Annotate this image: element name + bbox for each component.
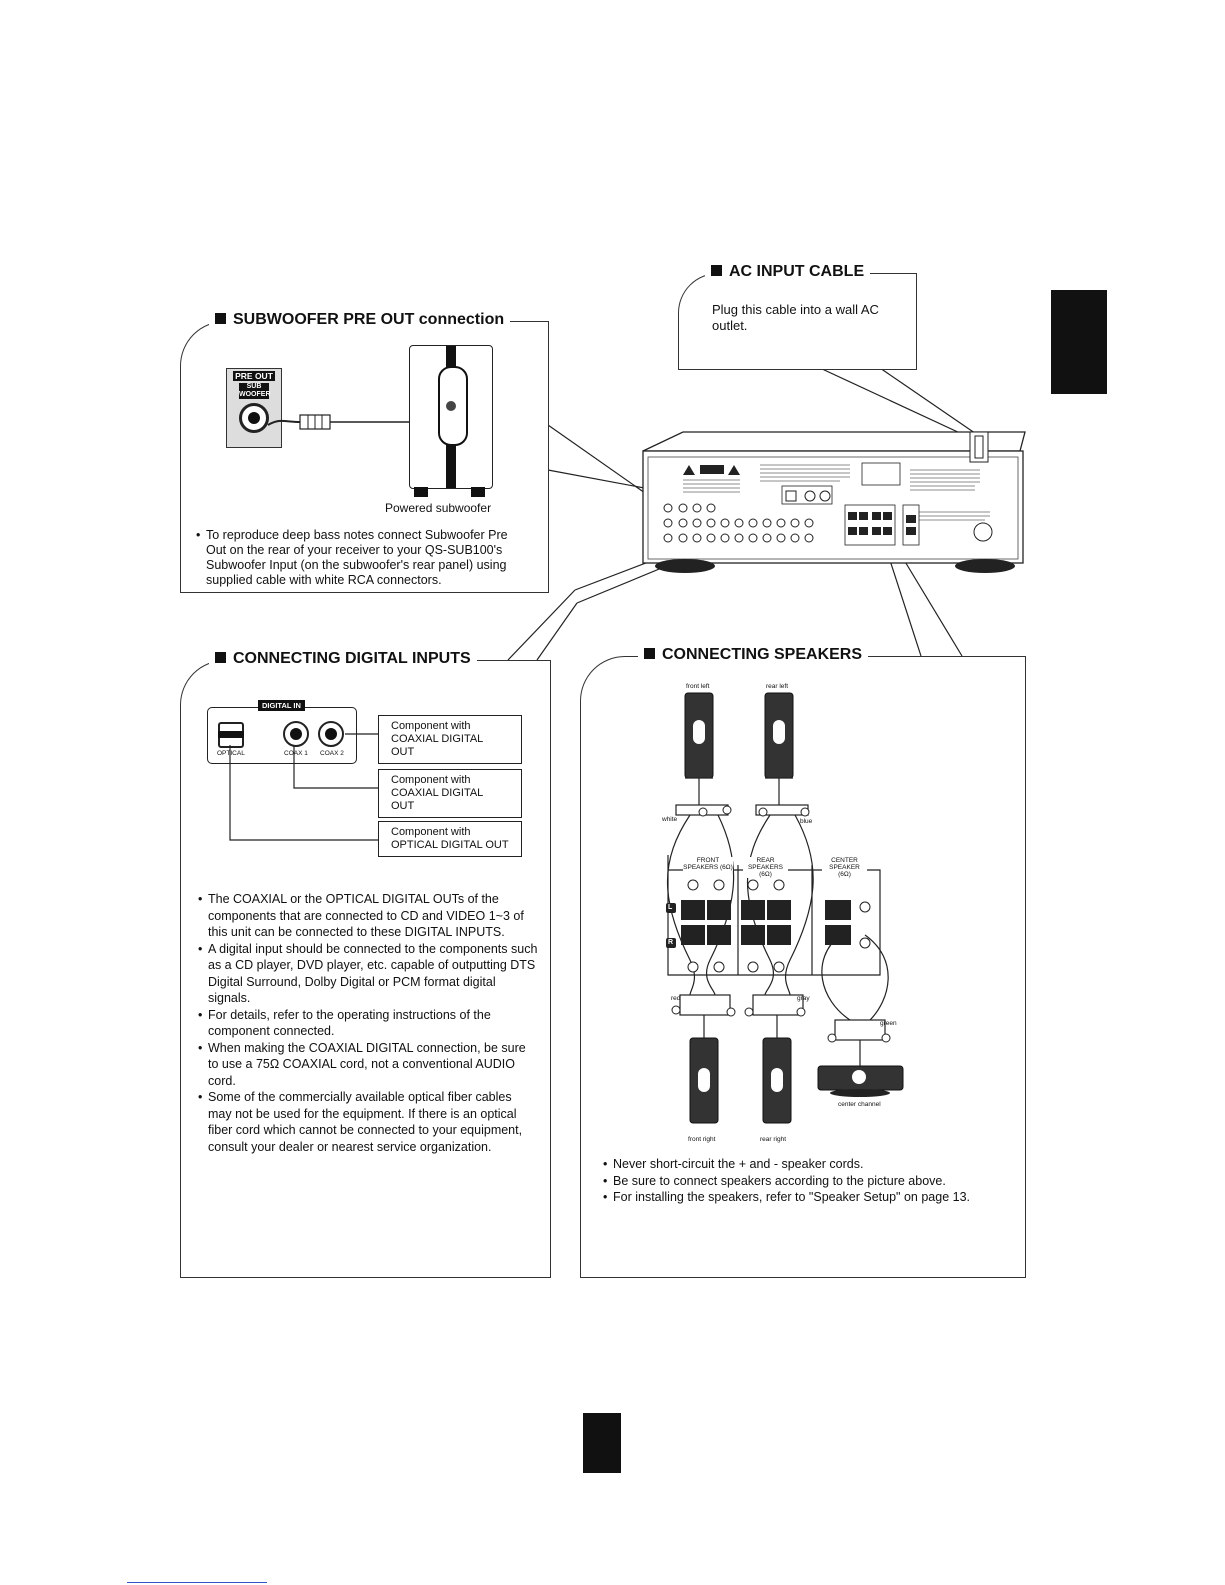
- group-rear-speakers: REAR SPEAKERS (6Ω): [743, 857, 788, 878]
- label-rear-left: rear left: [766, 683, 789, 690]
- digital-note: • When making the COAXIAL DIGITAL connection, be sure to use a 75Ω COAXIAL cord, not a conventional AUDIO cord.: [198, 1040, 538, 1090]
- jack-label-coax1: COAX 1: [284, 750, 308, 757]
- component-line2: COAXIAL DIGITAL OUT: [391, 733, 483, 758]
- label-white: white: [662, 816, 678, 823]
- component-line2: OPTICAL DIGITAL OUT: [391, 839, 509, 851]
- group-front-speakers: FRONT SPEAKERS (6Ω): [683, 857, 733, 871]
- speaker-notes: [603, 1156, 1008, 1206]
- digital-inputs-title-text: CONNECTING DIGITAL INPUTS: [233, 650, 471, 667]
- label-red: red: [671, 995, 681, 1002]
- channel-r-label: R: [668, 939, 674, 946]
- channel-l-label: L: [668, 904, 673, 911]
- label-green: green: [880, 1020, 897, 1027]
- component-line2: COAXIAL DIGITAL OUT: [391, 787, 483, 812]
- bottom-link-line: [127, 1582, 267, 1583]
- digital-note: • A digital input should be connected to the components such as a CD player, DVD player, etc. capable of outputting DTS Digital Surround, Dolby Digital or PCM format digital signals.: [198, 941, 538, 1007]
- label-center-channel: center channel: [838, 1101, 881, 1108]
- subwoofer-title-text: SUBWOOFER PRE OUT connection: [233, 311, 505, 328]
- digital-note: • For details, refer to the operating instructions of the component connected.: [198, 1007, 538, 1040]
- label-front-left: front left: [686, 683, 710, 690]
- digital-note: • Some of the commercially available optical fiber cables may not be used for the equipment. If there is an optical fiber cord which cannot be connected to your equipment, consult your dealer or nearest service organization.: [198, 1089, 538, 1155]
- speakers-title-text: CONNECTING SPEAKERS: [662, 646, 863, 663]
- label-blue: blue: [800, 818, 813, 825]
- group-center-speaker: CENTER SPEAKER (6Ω): [822, 857, 867, 878]
- ac-input-text: Plug this cable into a wall AC outlet.: [712, 302, 879, 333]
- label-front-right: front right: [688, 1136, 716, 1143]
- jack-label-optical: OPTICAL: [217, 750, 245, 757]
- speaker-note: • Never short-circuit the + and - speaker cords.: [603, 1156, 1008, 1173]
- sub-woofer-label: SUB WOOFER: [239, 383, 271, 398]
- component-line1: Component with: [391, 774, 471, 786]
- jack-label-coax2: COAX 2: [320, 750, 344, 757]
- speaker-note: • Be sure to connect speakers according to the picture above.: [603, 1173, 1008, 1190]
- pre-out-label: PRE OUT: [233, 371, 275, 381]
- label-rear-right: rear right: [760, 1136, 787, 1143]
- subwoofer-note: • To reproduce deep bass notes connect Subwoofer Pre Out on the rear of your receiver to your QS-SUB100's Subwoofer Input (on the subwoofer's rear panel) using supplied cable with white RCA connectors.: [196, 528, 531, 588]
- component-line1: Component with: [391, 720, 471, 732]
- label-gray: gray: [797, 995, 810, 1002]
- page-number-block: [583, 1413, 621, 1473]
- digital-note: • The COAXIAL or the OPTICAL DIGITAL OUTs of the components that are connected to CD and VIDEO 1~3 of this unit can be connected to these DIGITAL INPUTS.: [198, 891, 538, 941]
- ac-input-title-text: AC INPUT CABLE: [729, 263, 865, 280]
- speaker-note: • For installing the speakers, refer to "Speaker Setup" on page 13.: [603, 1189, 1008, 1206]
- powered-subwoofer-caption: Powered subwoofer: [385, 501, 492, 515]
- digital-in-label: DIGITAL IN: [258, 700, 305, 711]
- component-line1: Component with: [391, 826, 471, 838]
